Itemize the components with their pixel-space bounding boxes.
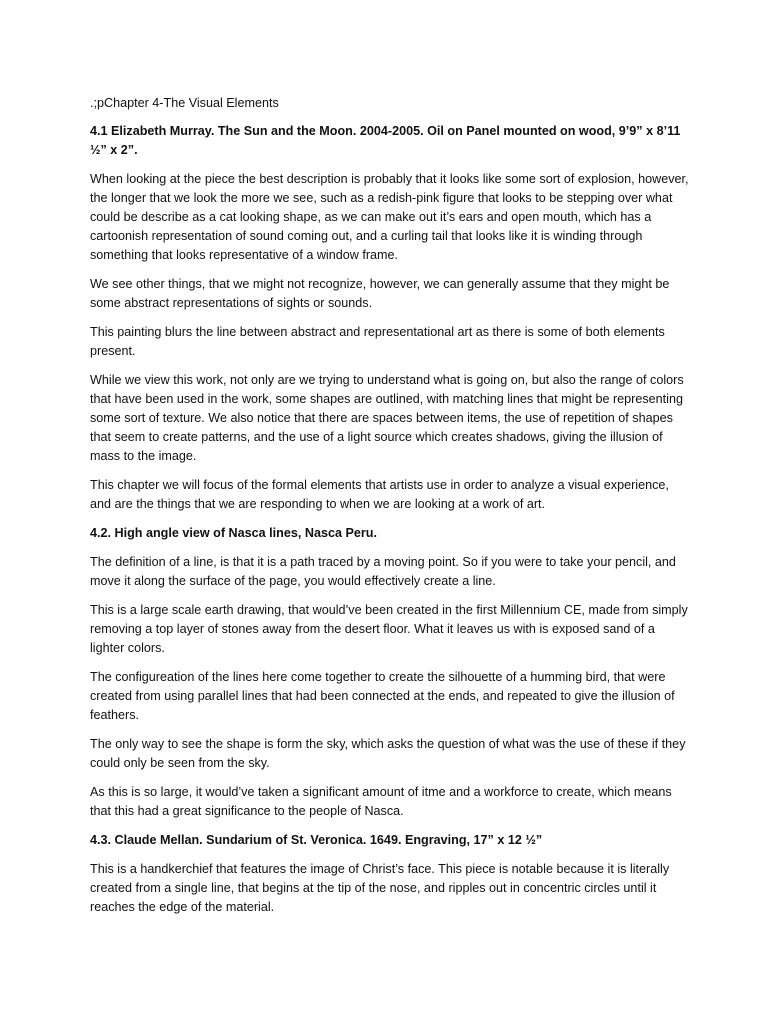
- section-heading: 4.3. Claude Mellan. Sundarium of St. Veronica. 1649. Engraving, 17” x 12 ½”: [90, 833, 543, 847]
- section-heading: 4.2. High angle view of Nasca lines, Nasca Peru.: [90, 526, 377, 540]
- paragraph: We see other things, that we might not recognize, however, we can generally assume that they might be some abstract representations of sights or sounds.: [90, 277, 670, 310]
- paragraph: While we view this work, not only are we trying to understand what is going on, but also the range of colors that have been used in the work, some shapes are outlined, with matching lines that might be representing some sort of texture. We also notice that there are spaces between items, the use of repetition of shapes that seem to create patterns, and the use of a light source which creates shadows, giving the illusion of mass to the image.: [90, 373, 684, 463]
- paragraph: As this is so large, it would’ve taken a significant amount of itme and a workforce to create, which means that this had a great significance to the people of Nasca.: [90, 785, 672, 818]
- paragraph: The only way to see the shape is form the sky, which asks the question of what was the use of these if they could only be seen from the sky.: [90, 737, 686, 770]
- paragraph: The configureation of the lines here come together to create the silhouette of a humming bird, that were created from using parallel lines that had been connected at the ends, and repeated to give the illusion of feathers.: [90, 670, 675, 722]
- paragraph: The definition of a line, is that it is a path traced by a moving point. So if you were to take your pencil, and move it along the surface of the page, you would effectively create a line.: [90, 555, 676, 588]
- paragraph: This chapter we will focus of the formal elements that artists use in order to analyze a visual experience, and are the things that we are responding to when we are looking at a work of art.: [90, 478, 669, 511]
- paragraph: This painting blurs the line between abstract and representational art as there is some of both elements present.: [90, 325, 665, 358]
- document-body: [90, 94, 690, 927]
- paragraph: When looking at the piece the best description is probably that it looks like some sort of explosion, however, the longer that we look the more we see, such as a redish-pink figure that looks to be stepping over what could be describe as a cat looking shape, as we can make out it’s ears and open mouth, which has a cartoonish representation of sound coming out, and a curling tail that looks like it is winding through something that looks representative of a window frame.: [90, 172, 689, 262]
- paragraph: This is a large scale earth drawing, that would’ve been created in the first Millennium CE, made from simply removing a top layer of stones away from the desert floor. What it leaves us with is exposed sand of a lighter colors.: [90, 603, 688, 655]
- chapter-title: .;pChapter 4-The Visual Elements: [90, 96, 279, 110]
- section-heading: 4.1 Elizabeth Murray. The Sun and the Moon. 2004-2005. Oil on Panel mounted on wood, 9’9” x 8’11 ½” x 2”.: [90, 124, 681, 157]
- paragraph: This is a handkerchief that features the image of Christ’s face. This piece is notable because it is literally created from a single line, that begins at the tip of the nose, and ripples out in concentric circles until it reaches the edge of the material.: [90, 862, 670, 914]
